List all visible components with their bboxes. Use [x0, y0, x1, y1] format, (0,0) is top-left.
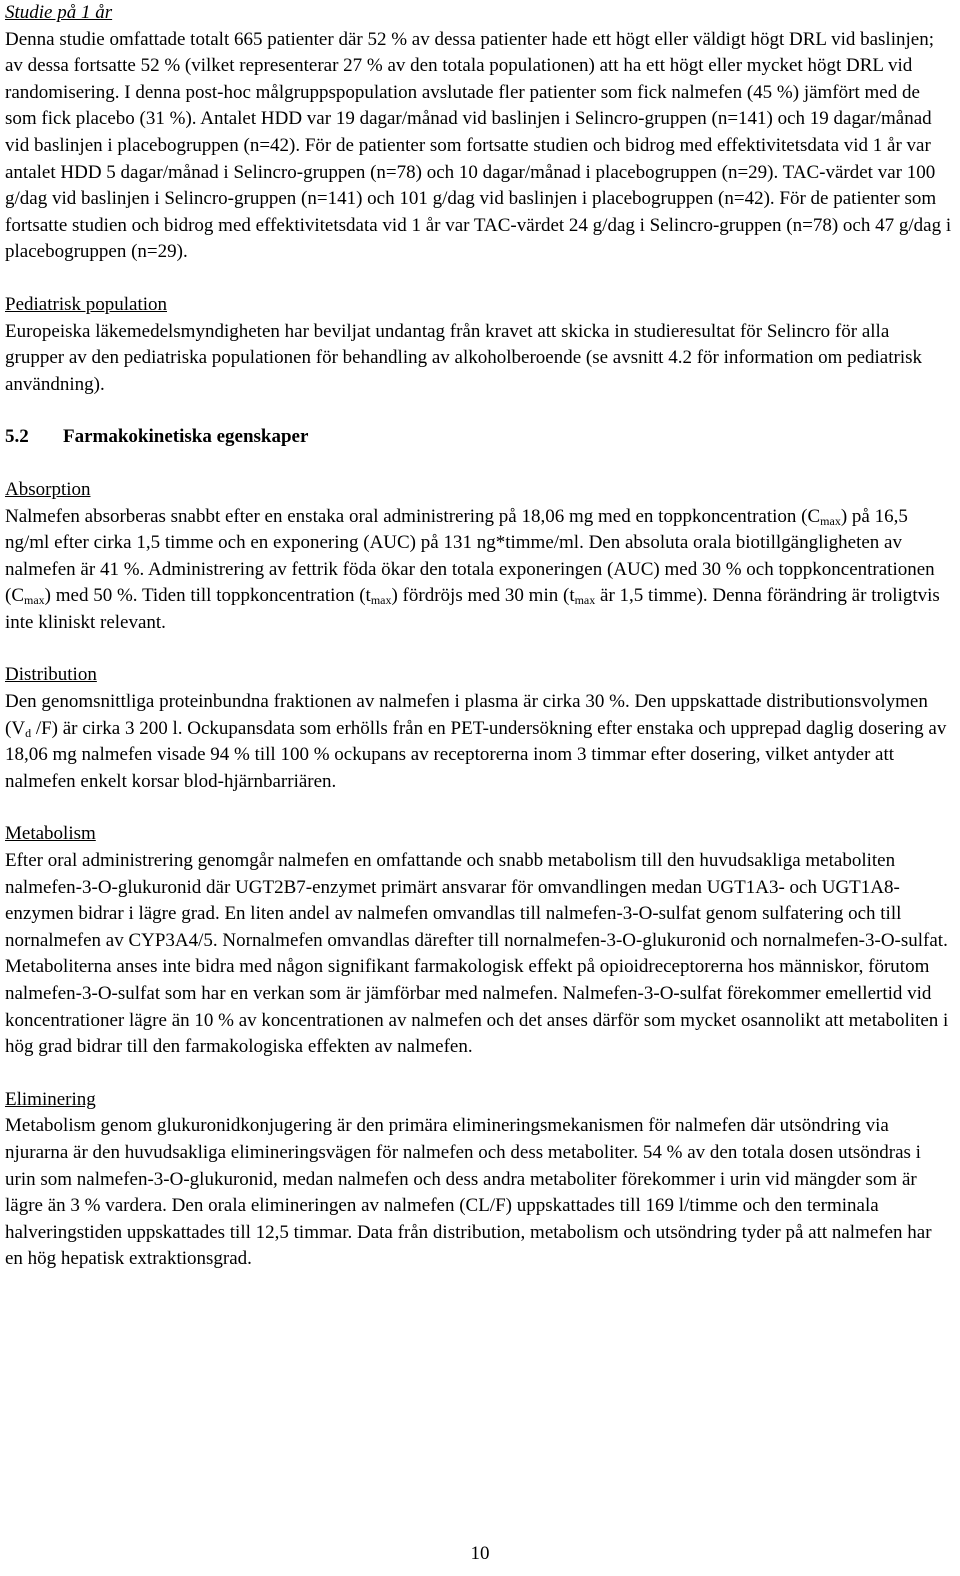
text-run: /F) är cirka 3 200 l. Ockupansdata som erhölls från en PET-undersökning efter enstaka och upprepad daglig dosering av 18,06 mg nalmefen visade 94 % till 100 % ockupans av receptorerna inom 3 timmar efter dosering, vilket antyder att nalmefen enkelt korsar blod-hjärnbarriären.	[5, 717, 947, 792]
spacer	[5, 266, 953, 292]
study-heading: Studie på 1 år	[5, 2, 113, 23]
metabolism-paragraph: Efter oral administrering genomgår nalmefen en omfattande och snabb metabolism till den huvudsakliga metaboliten nalmefen-3-O-glukuronid där UGT2B7-enzymet primärt ansvarar för omvandlingen medan UGT1A3- och UGT1A8-enzymen bidrar i lägre grad. En liten andel av nalmefen omvandlas till nalmefen-3-O-sulfat genom sulfatering och till nornalmefen av CYP3A4/5. Nornalmefen omvandlas därefter till nornalmefen-3-O-glukuronid och nornalmefen-3-O-sulfat. Metaboliterna anses inte bidra med någon signifikant farmakologisk effekt på opioidreceptorerna hos människor, förutom nalmefen-3-O-sulfat som har en verkan som är jämförbar med nalmefen. Nalmefen-3-O-sulfat förekommer emellertid vid koncentrationer lägre än 10 % av koncentrationen av nalmefen och det anses därför som mycket osannolikt att metaboliten i hög grad bidrar till den farmakologiska effekten av nalmefen.	[5, 850, 949, 1058]
section-number: 5.2	[5, 426, 29, 448]
pediatric-heading: Pediatrisk population	[5, 293, 168, 315]
text-run: är 1,5 timme). Denna förändring är troligtvis inte kliniskt relevant.	[5, 585, 940, 633]
study-paragraph: Denna studie omfattade totalt 665 patienter där 52 % av dessa patienter hade ett högt eller väldigt högt DRL vid baslinjen; av dessa fortsatte 52 % (vilket representerar 27 % av den totala populationen) att ha ett högt eller mycket högt DRL vid randomisering. I denna post-hoc målgruppspopulation avslutade fler patienter som fick nalmefen (45 %) jämfört med de som fick placebo (31 %). Antalet HDD var 19 dagar/månad vid baslinjen i Selincro-gruppen (n=141) och 19 dagar/månad vid baslinjen i placebogruppen (n=42). För de patienter som fortsatte studien och bidrog med effektivitetsdata vid 1 år var antalet HDD 5 dagar/månad i Selincro-gruppen (n=78) och 10 dagar/månad i placebogruppen (n=29). TAC-värdet var 100 g/dag vid baslinjen i Selincro-gruppen (n=141) och 101 g/dag vid baslinjen i placebogruppen (n=42). För de patienter som fortsatte studien och bidrog med effektivitetsdata vid 1 år var TAC-värdet 24 g/dag i Selincro-gruppen (n=78) och 47 g/dag i placebogruppen (n=29).	[5, 28, 952, 263]
spacer	[5, 398, 953, 424]
subscript: max	[24, 593, 45, 608]
absorption-paragraph	[5, 504, 953, 637]
text-run: Nalmefen absorberas snabbt efter en enstaka oral administrering på 18,06 mg med en toppkoncentration (C	[5, 505, 821, 527]
metabolism-heading: Metabolism	[5, 823, 96, 845]
elimination-paragraph: Metabolism genom glukuronidkonjugering är den primära elimineringsmekanismen för nalmefen där utsöndring via njurarna är den huvudsakliga elimineringsvägen för nalmefen och dess metaboliter. 54 % av den totala dosen utsöndras i urin som nalmefen-3-O-glukuronid, medan nalmefen och dess andra metaboliter förekommer i urin vid mängder som är lägre än 3 % vardera. Den orala elimineringen av nalmefen (CL/F) uppskattades till 169 l/timme och den terminala halveringstiden uppskattades till 12,5 timmar. Data från distribution, metabolism och utsöndring tyder på att nalmefen har en hög hepatisk extraktionsgrad.	[5, 1115, 932, 1270]
spacer	[5, 636, 953, 662]
section-title	[5, 424, 953, 451]
text-run: ) på 16,5 ng/ml efter cirka 1,5 timme och en exponering (AUC) på 131 ng*timme/ml. Den absoluta orala biotillgängligheten av nalmefen är 41 %. Administrering av fettrik föda ökar den totala exponeringen (AUC) med 30 % och toppkoncentrationen (C	[5, 505, 935, 607]
text-run: ) fördröjs med 30 min (t	[391, 585, 575, 607]
absorption-heading: Absorption	[5, 478, 91, 500]
pediatric-paragraph: Europeiska läkemedelsmyndigheten har beviljat undantag från kravet att skicka in studieresultat för Selincro för alla grupper av den pediatriska populationen för behandling av alkoholberoende (se avsnitt 4.2 för information om pediatrisk användning).	[5, 320, 923, 395]
text-run: Den genomsnittliga proteinbundna fraktionen av nalmefen i plasma är cirka 30 %. Den uppskattade distributionsvolymen (V	[5, 691, 928, 739]
subscript: max	[370, 593, 392, 608]
distribution-heading: Distribution	[5, 664, 97, 686]
text-run: ) med 50 %. Tiden till toppkoncentration (t	[44, 585, 371, 607]
distribution-paragraph	[5, 689, 953, 795]
page-number: 10	[470, 1543, 490, 1564]
elimination-heading: Eliminering	[5, 1088, 96, 1110]
subscript: d	[25, 725, 32, 740]
spacer	[5, 451, 953, 477]
subscript: max	[820, 513, 841, 528]
subscript: max	[574, 593, 596, 608]
document-page	[5, 0, 953, 1273]
spacer	[5, 1061, 953, 1087]
section-title-text: Farmakokinetiska egenskaper	[63, 426, 309, 448]
spacer	[5, 795, 953, 821]
